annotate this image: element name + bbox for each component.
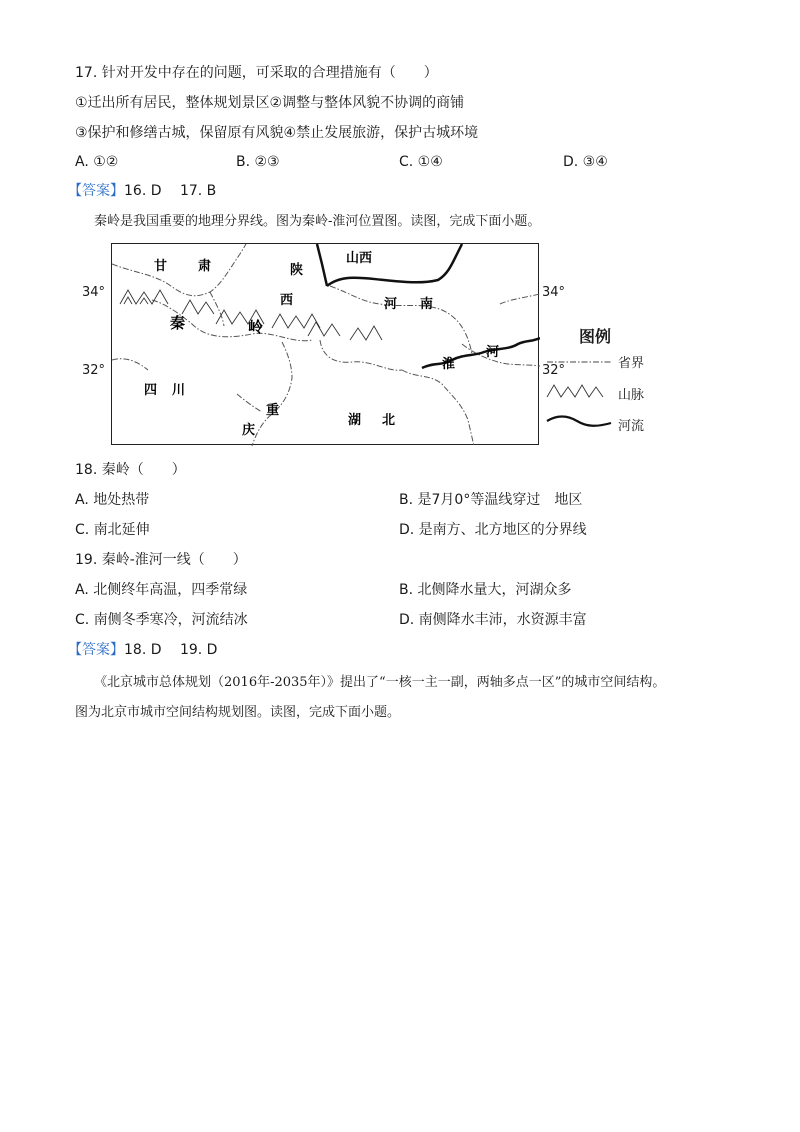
q18-option-a: A. 地处热带 (75, 492, 150, 508)
q17-stem: 17. 针对开发中存在的问题，可采取的合理措施有（ ） (75, 65, 438, 81)
label-bei: 北 (382, 413, 396, 428)
label-nan: 南 (420, 297, 434, 312)
lat-32-left: 32° (82, 363, 106, 378)
label-qin: 秦 (170, 314, 186, 332)
q17-option-c: C. ①④ (399, 154, 443, 170)
river-north-segment (317, 244, 327, 286)
label-huai: 淮 (442, 357, 456, 372)
legend-provincial-border: 省界 (618, 356, 645, 371)
label-su: 肃 (198, 259, 212, 274)
legend-title: 图例 (579, 327, 612, 346)
huai-river (422, 338, 540, 368)
q18-option-b: B. 是7月0°等温线穿过 地区 (399, 492, 583, 508)
answer-value: 18. D 19. D (124, 642, 218, 658)
answer-tag: 【答案】 (68, 642, 124, 658)
label-river-he: 河 (486, 345, 500, 360)
label-qing: 庆 (242, 423, 256, 438)
q19-option-c: C. 南侧冬季寒冷，河流结冰 (75, 612, 248, 628)
legend-mountain-symbol (547, 385, 603, 397)
label-chong: 重 (266, 403, 280, 418)
q18-option-d: D. 是南方、北方地区的分界线 (399, 522, 587, 538)
intro-beijing-line-1: 《北京城市总体规划（2016年-2035年）》提出了“一核一主一副，两轴多点一区”的城市空间结构。 (94, 675, 666, 690)
answer-value: 16. D 17. B (124, 183, 217, 199)
label-chuan: 川 (172, 383, 186, 398)
q17-option-d: D. ③④ (563, 154, 608, 170)
answer-tag: 【答案】 (68, 183, 124, 199)
label-xi: 西 (280, 293, 294, 308)
intro-qinling: 秦岭是我国重要的地理分界线。图为秦岭-淮河位置图。读图，完成下面小题。 (94, 214, 541, 229)
label-shanxi: 山西 (346, 251, 373, 266)
label-gan: 甘 (154, 259, 168, 274)
lat-34-left: 34° (82, 285, 106, 300)
answer-block-1 (68, 181, 216, 201)
lat-32-right: 32° (542, 363, 566, 378)
intro-beijing-line-2: 图为北京市城市空间结构规划图。读图，完成下面小题。 (75, 705, 401, 720)
label-shan: 陕 (290, 263, 304, 278)
label-hu: 湖 (348, 413, 362, 428)
q18-option-c: C. 南北延伸 (75, 522, 150, 538)
lat-34-right: 34° (542, 285, 566, 300)
qinling-huaihe-map (111, 243, 539, 445)
q19-stem: 19. 秦岭-淮河一线（ ） (75, 552, 247, 568)
answer-block-2 (68, 640, 217, 660)
q19-option-a: A. 北侧终年高温，四季常绿 (75, 582, 248, 598)
q17-statement-1: ①迁出所有居民，整体规划景区②调整与整体风貌不协调的商铺 (75, 95, 465, 111)
legend-mountain: 山脉 (618, 388, 645, 403)
legend-symbols (545, 353, 615, 433)
q19-option-b: B. 北侧降水量大，河湖众多 (399, 582, 572, 598)
map-svg (112, 244, 540, 446)
q17-option-a: A. ①② (75, 154, 119, 170)
label-he: 河 (384, 297, 398, 312)
legend-river-symbol (547, 417, 611, 426)
q17-option-b: B. ②③ (236, 154, 280, 170)
label-si: 四 (144, 383, 158, 398)
q17-statement-2: ③保护和修缮古城，保留原有风貌④禁止发展旅游，保护古城环境 (75, 125, 479, 141)
label-ling: 岭 (248, 318, 264, 336)
q18-stem: 18. 秦岭（ ） (75, 462, 186, 478)
q19-option-d: D. 南侧降水丰沛，水资源丰富 (399, 612, 587, 628)
legend-river: 河流 (618, 419, 645, 434)
province-borders (112, 244, 540, 446)
